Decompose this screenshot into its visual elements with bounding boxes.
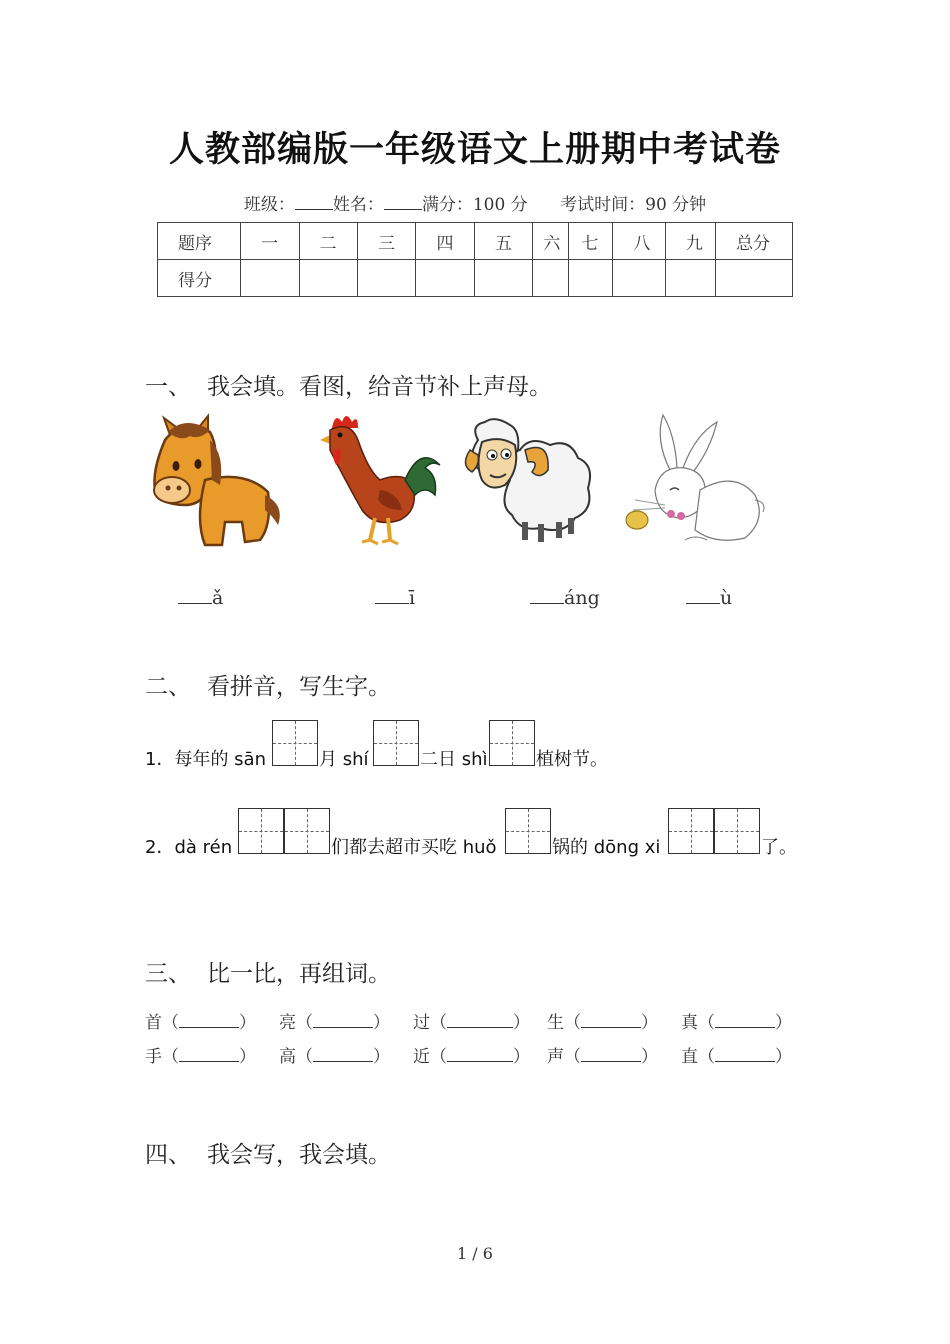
full-score: 满分：100 分 xyxy=(421,195,528,215)
word-item[interactable]: 声（ ） xyxy=(547,1047,658,1067)
word-item[interactable]: 亮（ ） xyxy=(279,1013,390,1033)
score-cell[interactable] xyxy=(416,260,474,297)
score-cell[interactable] xyxy=(474,260,532,297)
word-item[interactable]: 手（ ） xyxy=(145,1047,256,1067)
score-table xyxy=(157,222,793,297)
score-header-cell: 八 xyxy=(613,223,665,260)
section-number: 二、 xyxy=(145,674,191,700)
character-box[interactable] xyxy=(489,720,535,766)
score-header-cell: 一 xyxy=(241,223,299,260)
q1-part3: 二日 shì xyxy=(420,749,488,770)
section-number: 四、 xyxy=(145,1142,191,1168)
section-3-heading xyxy=(145,955,391,988)
q1-suffix: 植树节。 xyxy=(536,749,608,770)
q2-suffix: 了。 xyxy=(761,837,797,858)
section-title: 看拼音，写生字。 xyxy=(207,674,391,700)
character-box[interactable] xyxy=(668,808,714,854)
section-2-heading xyxy=(145,668,391,701)
q1-part2: 月 shí xyxy=(319,749,369,770)
score-cell[interactable] xyxy=(533,260,569,297)
name-blank[interactable] xyxy=(384,195,422,210)
horse-image xyxy=(150,410,285,555)
rabbit-image xyxy=(615,410,770,555)
score-cell[interactable] xyxy=(716,260,793,297)
character-box[interactable] xyxy=(714,808,760,854)
character-box[interactable] xyxy=(284,808,330,854)
section-title: 比一比，再组词。 xyxy=(207,961,391,987)
score-header-cell: 总分 xyxy=(716,223,793,260)
score-header-cell: 二 xyxy=(299,223,357,260)
pinyin-blank-4[interactable]: ù xyxy=(686,585,732,609)
pinyin-blank-1[interactable]: ǎ xyxy=(178,585,223,609)
section-4-heading xyxy=(145,1136,391,1169)
word-item[interactable]: 真（ ） xyxy=(681,1013,792,1033)
score-row-label: 得分 xyxy=(158,260,241,297)
word-item[interactable]: 首（ ） xyxy=(145,1013,256,1033)
exam-time: 考试时间：90 分钟 xyxy=(560,195,707,215)
character-box[interactable] xyxy=(373,720,419,766)
q2-part3: 锅的 dōng xi xyxy=(552,837,661,858)
page-title: 人教部编版一年级语文上册期中考试卷 xyxy=(168,129,781,170)
q2-prefix: 2．dà rén xyxy=(145,837,233,858)
word-item[interactable]: 直（ ） xyxy=(681,1047,792,1067)
section-title: 我会填。看图，给音节补上声母。 xyxy=(207,374,552,400)
score-cell[interactable] xyxy=(613,260,665,297)
word-row-1 xyxy=(0,1008,950,1032)
character-box[interactable] xyxy=(272,720,318,766)
score-cell[interactable] xyxy=(241,260,299,297)
character-box[interactable] xyxy=(238,808,284,854)
rooster-image xyxy=(320,410,445,555)
q1-prefix: 1．每年的 sān xyxy=(145,749,266,770)
score-table-score-row xyxy=(158,260,793,297)
score-header-cell: 六 xyxy=(533,223,569,260)
score-header-cell: 五 xyxy=(474,223,532,260)
section-1-heading xyxy=(145,368,552,401)
score-cell[interactable] xyxy=(665,260,715,297)
exam-info xyxy=(0,190,950,215)
word-row-2 xyxy=(0,1042,950,1066)
score-header-cell: 七 xyxy=(569,223,613,260)
pinyin-blank-2[interactable]: ī xyxy=(375,585,415,609)
section-title: 我会写，我会填。 xyxy=(207,1142,391,1168)
score-header-cell: 九 xyxy=(665,223,715,260)
pinyin-blank-3[interactable]: áng xyxy=(530,585,600,609)
section-number: 一、 xyxy=(145,374,191,400)
word-item[interactable]: 过（ ） xyxy=(413,1013,530,1033)
score-cell[interactable] xyxy=(358,260,416,297)
score-cell[interactable] xyxy=(569,260,613,297)
score-header-cell: 三 xyxy=(358,223,416,260)
q2-part2: 们都去超市买吃 huǒ xyxy=(331,837,497,858)
section-number: 三、 xyxy=(145,961,191,987)
name-label: 姓名： xyxy=(332,195,384,215)
score-header-cell: 四 xyxy=(416,223,474,260)
word-item[interactable]: 生（ ） xyxy=(547,1013,658,1033)
sheep-image xyxy=(460,410,600,555)
word-item[interactable]: 高（ ） xyxy=(279,1047,390,1067)
score-cell[interactable] xyxy=(299,260,357,297)
character-box[interactable] xyxy=(505,808,551,854)
class-blank[interactable] xyxy=(295,195,333,210)
page-number: 1 / 6 xyxy=(457,1244,493,1263)
class-label: 班级： xyxy=(243,195,295,215)
score-table-header-row xyxy=(158,223,793,260)
word-item[interactable]: 近（ ） xyxy=(413,1047,530,1067)
score-header-cell: 题序 xyxy=(158,223,241,260)
